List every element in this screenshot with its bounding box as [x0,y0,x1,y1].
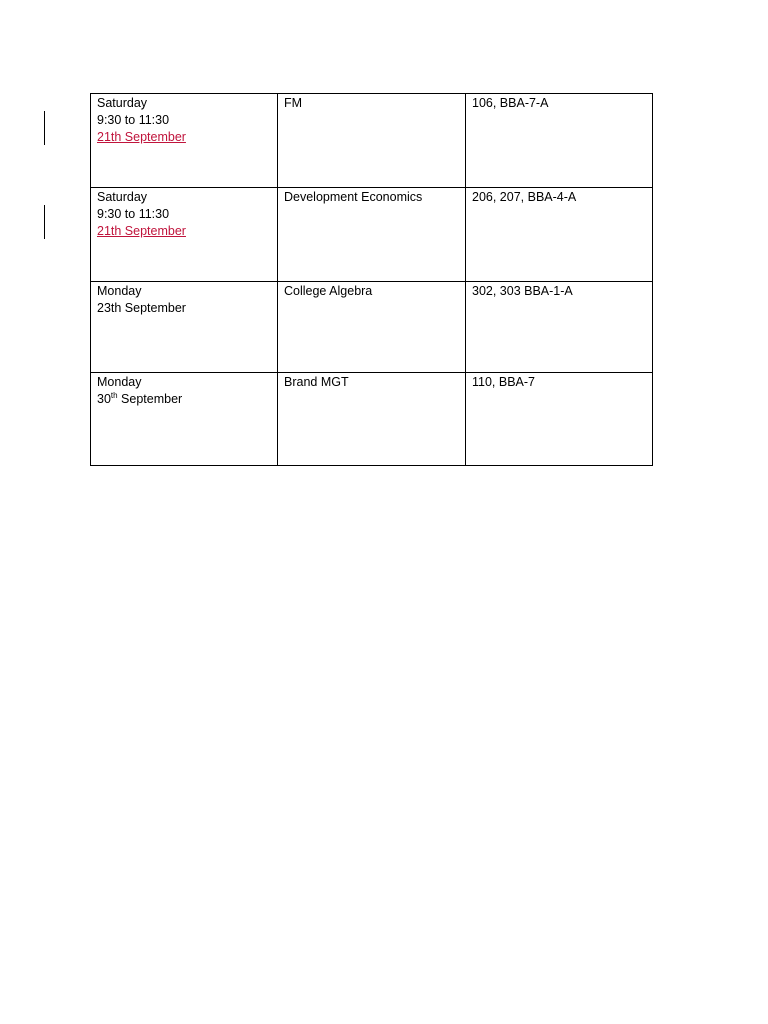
date-month: September [117,392,183,406]
subject-label: Development Economics [284,190,423,204]
subject-label: College Algebra [284,284,373,298]
subject-cell [278,188,466,282]
subject-label: FM [284,96,303,110]
exam-schedule-table [90,93,653,466]
subject-label: Brand MGT [284,375,349,389]
date-time-cell [91,373,278,466]
time-label: 9:30 to 11:30 [97,207,170,221]
table-row [91,373,653,466]
time-label: 9:30 to 11:30 [97,113,170,127]
date-label [97,391,271,408]
subject-cell [278,373,466,466]
rooms-label: 106, BBA-7-A [472,96,549,110]
table-row [91,188,653,282]
rooms-cell [466,94,653,188]
revision-change-bar [44,111,45,145]
rooms-cell [466,373,653,466]
date-time-cell [91,188,278,282]
revision-change-bar [44,205,45,239]
rooms-cell [466,188,653,282]
rooms-cell [466,282,653,373]
day-label: Monday [97,284,142,298]
changed-date-label: 21th September [97,224,186,238]
day-label: Saturday [97,96,148,110]
table-row [91,282,653,373]
date-time-cell [91,282,278,373]
date-label: 23th September [97,301,186,315]
rooms-label: 206, 207, BBA-4-A [472,190,577,204]
table-row [91,94,653,188]
date-ordinal-suffix: th [110,390,118,400]
subject-cell [278,282,466,373]
changed-date-label: 21th September [97,130,186,144]
rooms-label: 110, BBA-7 [472,375,536,389]
subject-cell [278,94,466,188]
rooms-label: 302, 303 BBA-1-A [472,284,573,298]
day-label: Monday [97,375,142,389]
date-time-cell [91,94,278,188]
day-label: Saturday [97,190,148,204]
date-number: 30 [97,392,111,406]
